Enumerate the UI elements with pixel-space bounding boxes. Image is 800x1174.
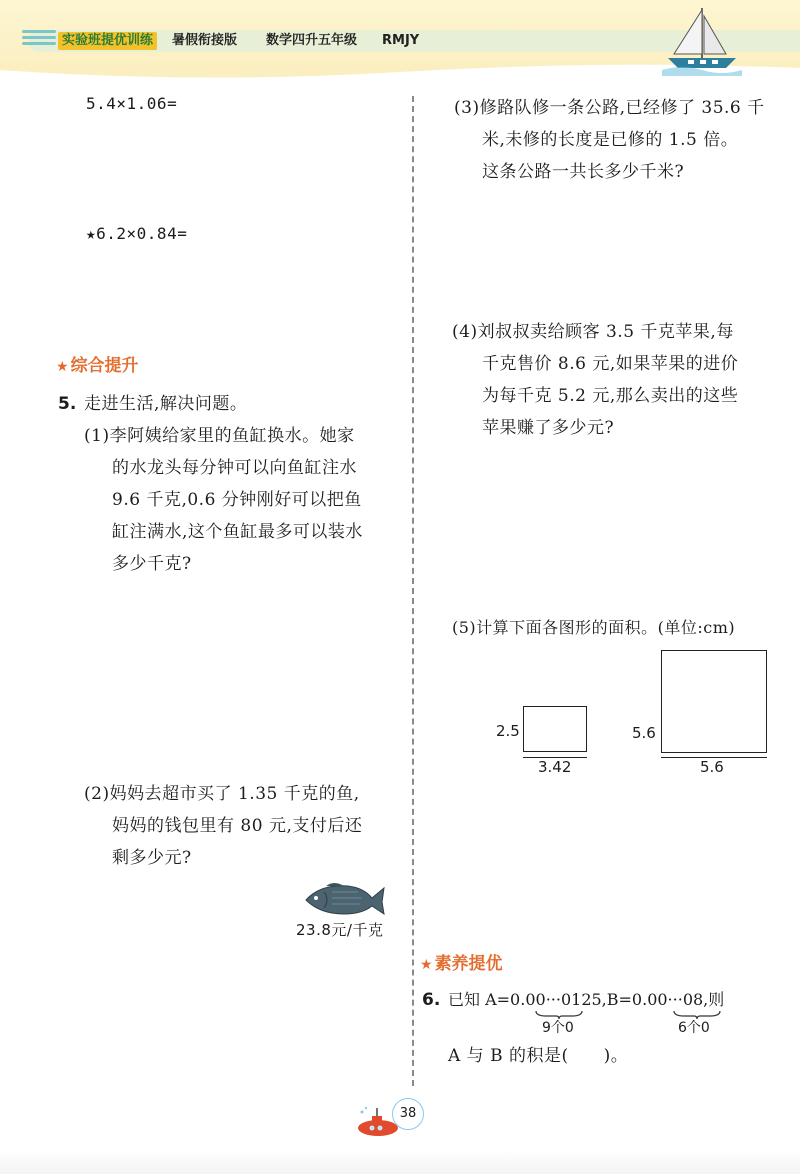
q6-zeros: 00··· [525, 990, 561, 1009]
brace-1 [534, 1010, 584, 1020]
q5-3-line: 米,未修的长度是已修的 1.5 倍。 [482, 130, 739, 150]
section-title-text: 综合提升 [70, 356, 139, 376]
publisher-code: RMJY [382, 33, 420, 48]
expression-1: 5.4×1.06= [86, 94, 178, 113]
brace-1-label: 9个0 [542, 1020, 574, 1036]
section-title-text: 素养提优 [434, 954, 503, 974]
q5-4-line: 苹果赚了多少元? [482, 418, 615, 438]
square-height-label: 5.6 [632, 724, 656, 742]
rectangle-width-label: 3.42 [538, 758, 572, 776]
section-title-comprehensive [56, 354, 139, 379]
section-title-literacy [420, 952, 503, 977]
q5-1-line: (1)李阿姨给家里的鱼缸换水。她家 [84, 426, 355, 446]
q5-1-line: 9.6 千克,0.6 分钟刚好可以把鱼 [112, 490, 362, 510]
q5-2-line: (2)妈妈去超市买了 1.35 千克的鱼, [84, 784, 360, 804]
q6-part: 0125,B=0. [560, 990, 648, 1009]
question-5-number: 5. [58, 394, 77, 414]
q5-4-line: 为每千克 5.2 元,那么卖出的这些 [482, 386, 739, 406]
q5-2-line: 妈妈的钱包里有 80 元,支付后还 [112, 816, 363, 836]
q6-zeros: 00··· [647, 990, 683, 1009]
q5-1-line: 的水龙头每分钟可以向鱼缸注水 [112, 458, 357, 478]
q5-1-line: 缸注满水,这个鱼缸最多可以装水 [112, 522, 363, 542]
q5-3-line: 这条公路一共长多少千米? [482, 162, 685, 182]
rectangle-figure [523, 706, 587, 752]
column-divider [412, 96, 414, 1086]
brace-2-label: 6个0 [678, 1020, 710, 1036]
question-6-number: 6. [422, 990, 441, 1010]
star-icon: ★ [56, 359, 69, 375]
brace-2 [672, 1010, 722, 1020]
footer-shade [0, 1150, 800, 1174]
star-icon: ★ [420, 957, 433, 973]
sailboat-icon [662, 2, 742, 76]
header-stripes [22, 30, 56, 52]
fish-price-label: 23.8元/千克 [296, 921, 384, 939]
q6-part: 已知 A=0. [448, 990, 526, 1009]
expression-2: ★6.2×0.84= [86, 224, 188, 243]
series-title: 实验班提优训练 [58, 32, 157, 50]
question-6-line-2: A 与 B 的积是( )。 [448, 1046, 629, 1066]
rectangle-height-label: 2.5 [496, 722, 520, 740]
square-width-label: 5.6 [700, 758, 724, 776]
page-header [0, 0, 800, 78]
edition-label: 暑假衔接版 [172, 33, 238, 48]
q5-4-line: (4)刘叔叔卖给顾客 3.5 千克苹果,每 [452, 322, 734, 342]
q5-1-line: 多少千克? [112, 554, 192, 574]
q6-part: 08,则 [682, 990, 725, 1009]
q5-4-line: 千克售价 8.6 元,如果苹果的进价 [482, 354, 739, 374]
square-figure [661, 650, 767, 753]
page-number: 38 [392, 1098, 424, 1130]
subject-label: 数学四升五年级 [266, 33, 358, 48]
q5-3-line: (3)修路队修一条公路,已经修了 35.6 千 [454, 98, 765, 118]
q5-5-prompt: (5)计算下面各图形的面积。(单位:cm) [452, 618, 736, 637]
question-5-title: 走进生活,解决问题。 [84, 394, 248, 414]
q5-2-line: 剩多少元? [112, 848, 192, 868]
